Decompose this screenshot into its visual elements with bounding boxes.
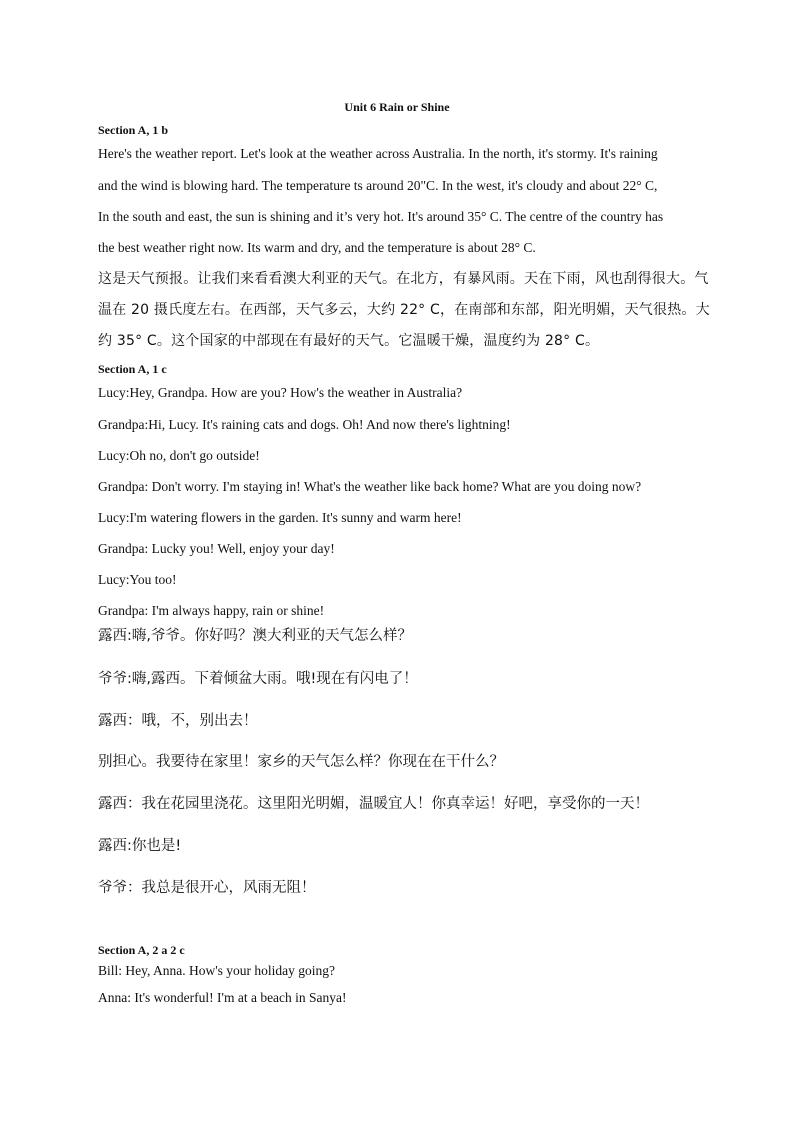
dialogue-translation-line: 露西：我在花园里浇花。这里阳光明媚，温暖宜人！你真幸运！好吧，享受你的一天！ — [98, 796, 649, 812]
report-text-line: Here's the weather report. Let's look at the weather across Australia. In the north, it's stormy. It's raining — [98, 146, 658, 161]
dialogue-line: Grandpa:Hi, Lucy. It's raining cats and dogs. Oh! And now there's lightning! — [98, 417, 511, 432]
dialogue-translation-line: 别担心。我要待在家里！家乡的天气怎么样？你现在在干什么？ — [98, 754, 504, 770]
page-title: Unit 6 Rain or Shine — [344, 100, 450, 114]
report-text-line: In the south and east, the sun is shining and it’s very hot. It's around 35° C. The centre of the country has — [98, 209, 664, 224]
dialogue-line: Lucy:I'm watering flowers in the garden. It's sunny and warm here! — [98, 510, 462, 525]
dialogue-line: Lucy:You too! — [98, 572, 177, 587]
dialogue-line: Grandpa: I'm always happy, rain or shine! — [98, 603, 325, 618]
dialogue-line: Anna: It's wonderful! I'm at a beach in Sanya! — [98, 990, 347, 1005]
dialogue-translation-line: 露西：哦，不，别出去！ — [98, 713, 258, 729]
report-translation-line: 这是天气预报。让我们来看看澳大利亚的天气。在北方，有暴风雨。天在下雨，风也刮得很大。气 — [98, 271, 709, 287]
dialogue-translation-line: 爷爷:嗨,露西。下着倾盆大雨。哦!现在有闪电了！ — [98, 671, 418, 687]
section-heading-1b: Section A, 1 b — [98, 123, 169, 137]
dialogue-line: Grandpa: Lucky you! Well, enjoy your day! — [98, 541, 335, 556]
dialogue-line: Bill: Hey, Anna. How's your holiday going? — [98, 963, 336, 978]
dialogue-line: Lucy:Oh no, don't go outside! — [98, 448, 260, 463]
report-text-line: and the wind is blowing hard. The temperature ts around 20"C. In the west, it's cloudy and about 22° C, — [98, 178, 658, 193]
dialogue-translation-line: 露西:嗨,爷爷。你好吗？澳大利亚的天气怎么样？ — [98, 628, 412, 644]
dialogue-line: Grandpa: Don't worry. I'm staying in! What's the weather like back home? What are you doing now? — [98, 479, 642, 494]
dialogue-translation-line: 露西:你也是! — [98, 838, 182, 854]
report-translation-line: 约 35° C。这个国家的中部现在有最好的天气。它温暖干燥，温度约为 28° C。 — [98, 333, 600, 349]
report-translation-line: 温在 20 摄氏度左右。在西部，天气多云，大约 22° C，在南部和东部，阳光明媚，天气很热。大 — [98, 302, 710, 318]
dialogue-translation-line: 爷爷：我总是很开心，风雨无阻！ — [98, 880, 316, 896]
section-heading-1c: Section A, 1 c — [98, 362, 167, 376]
report-text-line: the best weather right now. Its warm and dry, and the temperature is about 28° C. — [98, 240, 536, 255]
section-heading-2a2c: Section A, 2 a 2 c — [98, 943, 185, 957]
dialogue-line: Lucy:Hey, Grandpa. How are you? How's the weather in Australia? — [98, 385, 463, 400]
